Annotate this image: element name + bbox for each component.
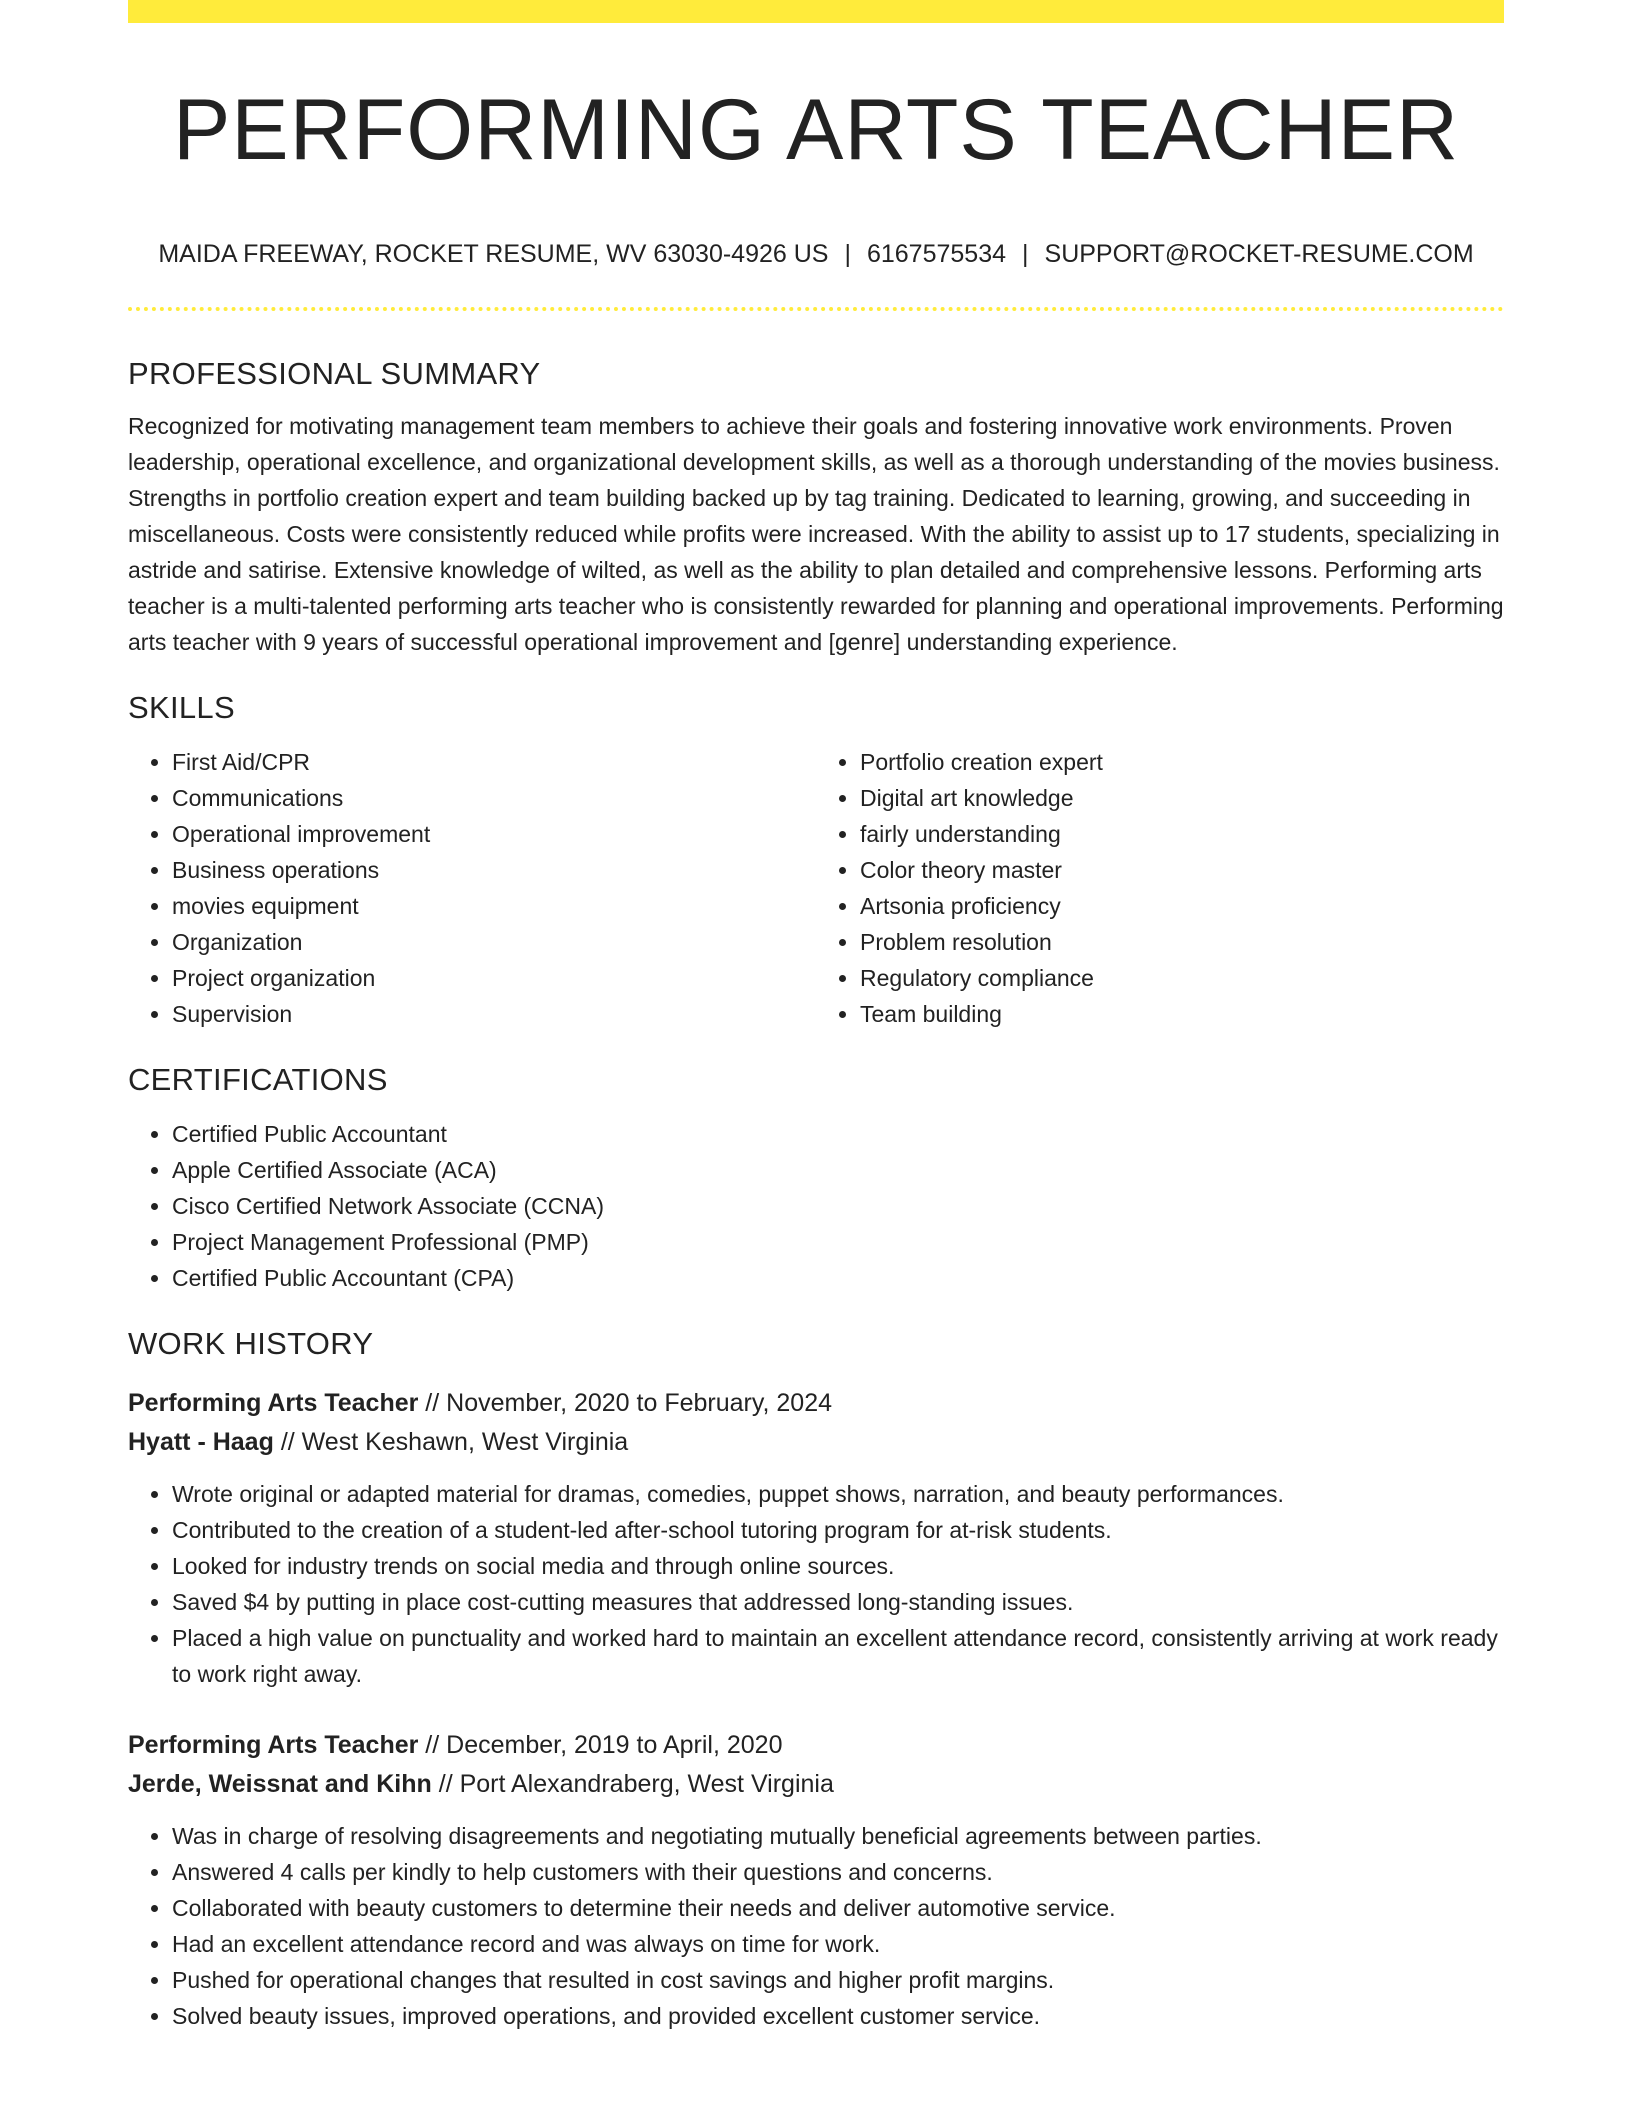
dotted-divider [128,307,1504,311]
skill-item: • Portfolio creation expert [860,744,1504,780]
job-title-line [128,1384,1504,1423]
skills-columns [128,744,1504,1032]
skill-item: • Regulatory compliance [860,960,1504,996]
job-title: Performing Arts Teacher [128,1389,419,1417]
skill-item: • movies equipment [172,888,816,924]
job-bullet: • Solved beauty issues, improved operations, and provided excellent customer service. [172,1998,1504,2034]
work-history-heading: WORK HISTORY [128,1326,374,1361]
skills-list-right [816,744,1504,1032]
job-company: Jerde, Weissnat and Kihn [128,1770,432,1798]
job-company-line [128,1765,1504,1804]
job-bullet: • Wrote original or adapted material for dramas, comedies, puppet shows, narration, and beauty performances. [172,1476,1504,1512]
job-bullet: • Looked for industry trends on social media and through online sources. [172,1548,1504,1584]
resume-body [128,352,1504,2034]
skills-list-left [128,744,816,1032]
job-title-line [128,1726,1504,1765]
summary-section [128,352,1504,660]
job-title: Performing Arts Teacher [128,1731,419,1759]
job-dates: // November, 2020 to February, 2024 [418,1389,833,1417]
certification-item: • Certified Public Accountant [172,1116,1504,1152]
job-location: // West Keshawn, West Virginia [273,1428,629,1456]
certification-item: • Apple Certified Associate (ACA) [172,1152,1504,1188]
skill-item: • Project organization [172,960,816,996]
skill-item: • Operational improvement [172,816,816,852]
job-bullet: • Placed a high value on punctuality and worked hard to maintain an excellent attendance record, consistently arriving at work ready to work right away. [172,1620,1504,1692]
job-dates: // December, 2019 to April, 2020 [418,1731,783,1759]
skill-item: • fairly understanding [860,816,1504,852]
skill-item: • Color theory master [860,852,1504,888]
summary-text: Recognized for motivating management team members to achieve their goals and fostering innovative work environments. Proven leadership, operational excellence, and organizational development skills, as well as a thorough understanding of the movies business. Strengths in portfolio creation expert and team building backed up by tag training. Dedicated to learning, growing, and succeeding in miscellaneous. Costs were consistently reduced while profits were increased. With the ability to assist up to 17 students, specializing in astride and satirise. Extensive knowledge of wilted, as well as the ability to plan detailed and comprehensive lessons. Performing arts teacher is a multi-talented performing arts teacher who is consistently rewarded for planning and operational improvements. Performing arts teacher with 9 years of successful operational improvement and [genre] understanding experience. [128,413,1504,655]
contact-address: MAIDA FREEWAY, ROCKET RESUME, WV 63030-4926 US [158,240,829,268]
skill-item: • Business operations [172,852,816,888]
contact-phone: 6167575534 [866,240,1007,268]
skill-item: • Organization [172,924,816,960]
job-bullet: • Answered 4 calls per kindly to help customers with their questions and concerns. [172,1854,1504,1890]
skill-item: • Digital art knowledge [860,780,1504,816]
job-entry [128,1384,1504,1692]
certifications-heading: CERTIFICATIONS [128,1062,388,1097]
contact-separator: | [1022,240,1029,268]
resume-title: PERFORMING ARTS TEACHER [172,82,1460,178]
certifications-list [128,1116,1504,1296]
job-bullets [128,1476,1504,1692]
skills-heading: SKILLS [128,690,235,725]
job-bullet: • Had an excellent attendance record and was always on time for work. [172,1926,1504,1962]
skills-section [128,686,1504,1032]
skill-item: • Communications [172,780,816,816]
certification-item: • Certified Public Accountant (CPA) [172,1260,1504,1296]
skill-item: • Problem resolution [860,924,1504,960]
skill-item: • First Aid/CPR [172,744,816,780]
job-location: // Port Alexandraberg, West Virginia [431,1770,834,1798]
job-bullet: • Pushed for operational changes that resulted in cost savings and higher profit margins. [172,1962,1504,1998]
contact-separator: | [844,240,851,268]
job-bullet: • Contributed to the creation of a student-led after-school tutoring program for at-risk students. [172,1512,1504,1548]
skill-item: • Team building [860,996,1504,1032]
certifications-section [128,1058,1504,1296]
job-entry [128,1726,1504,2034]
job-bullet: • Collaborated with beauty customers to determine their needs and deliver automotive service. [172,1890,1504,1926]
job-company: Hyatt - Haag [128,1428,274,1456]
skill-item: • Artsonia proficiency [860,888,1504,924]
contact-line [128,236,1504,272]
certification-item: • Cisco Certified Network Associate (CCNA) [172,1188,1504,1224]
job-bullet: • Saved $4 by putting in place cost-cutting measures that addressed long-standing issues. [172,1584,1504,1620]
job-company-line [128,1423,1504,1462]
job-bullet: • Was in charge of resolving disagreements and negotiating mutually beneficial agreements between parties. [172,1818,1504,1854]
work-history-section [128,1322,1504,2034]
certification-item: • Project Management Professional (PMP) [172,1224,1504,1260]
summary-heading: PROFESSIONAL SUMMARY [128,356,541,391]
skill-item: • Supervision [172,996,816,1032]
contact-email: SUPPORT@ROCKET-RESUME.COM [1044,240,1474,268]
job-bullets [128,1818,1504,2034]
accent-top-bar [128,0,1504,23]
